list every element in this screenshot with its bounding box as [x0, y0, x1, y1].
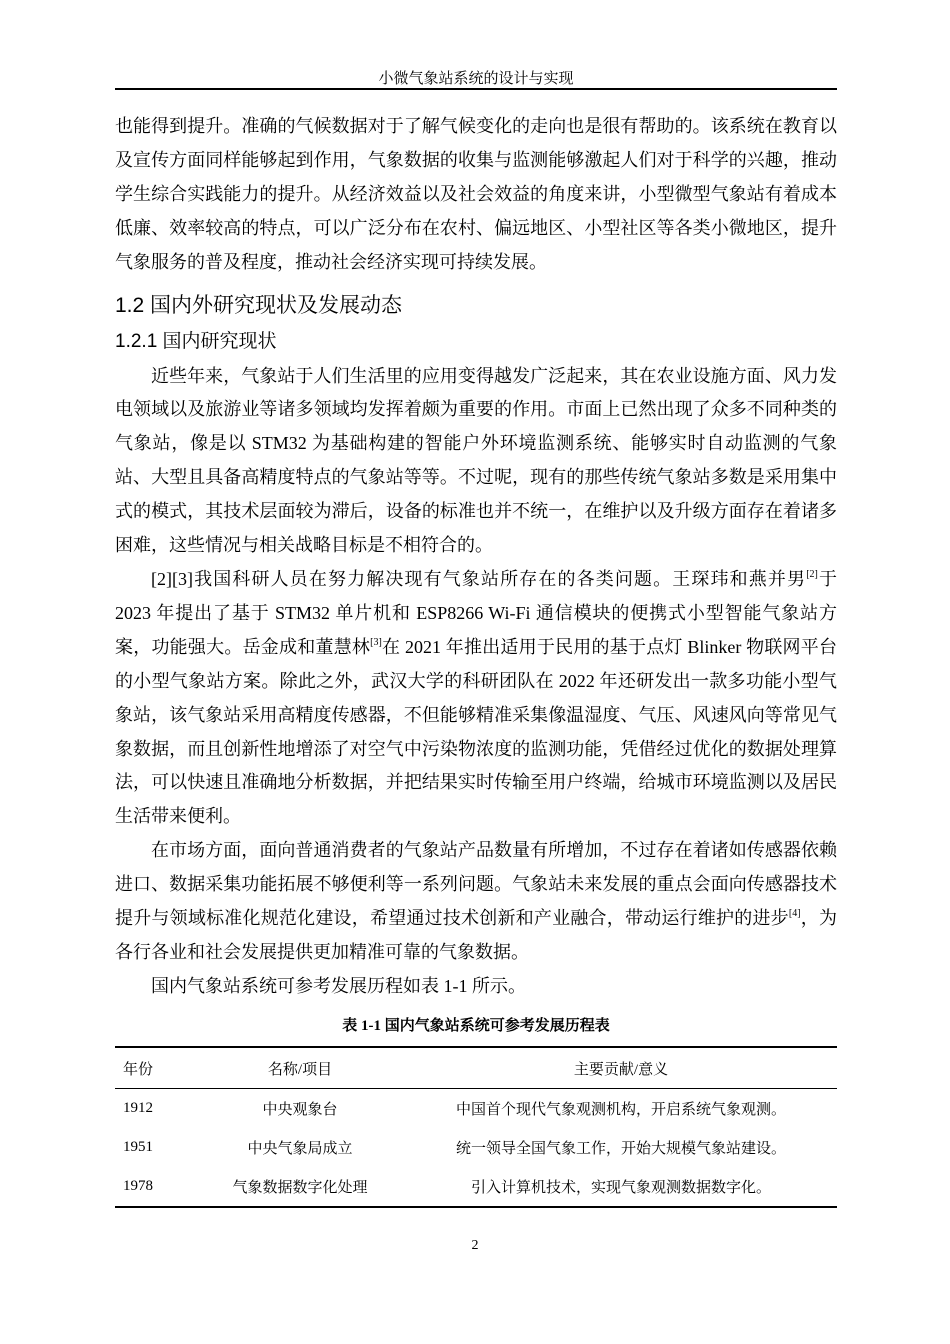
table-row [115, 1089, 837, 1129]
header-rule [115, 88, 837, 90]
cell-year: 1951 [123, 1139, 153, 1155]
column-header: 名称/项目 [267, 1061, 333, 1078]
section-heading: 1.2 国内外研究现状及发展动态 [115, 293, 403, 317]
citation: [2] [806, 568, 818, 580]
subsection-heading: 1.2.1 国内研究现状 [115, 330, 277, 352]
table-header-row [115, 1047, 837, 1089]
cell-year: 1912 [123, 1100, 153, 1116]
text: ，为各行各业和社会发展提供更加精准可靠的气象数据。 [115, 908, 838, 962]
table-row [115, 1128, 837, 1167]
paragraph: 也能得到提升。准确的气候数据对于了解气候变化的走向也是很有帮助的。该系统在教育以及宣传方面同样能够起到作用，气象数据的收集与监测能够激起人们对于科学的兴趣，推动学生综合实践能力的提升。从经济效益以及社会效益的角度来讲，小型微型气象站有着成本低廉、效率较高的特点，可以广泛分布在农村、偏远地区、小型社区等各类小微地区，提升气象服务的普及程度，推动社会经济实现可持续发展。 [115, 116, 837, 272]
cell-name: 中央观象台 [262, 1102, 338, 1118]
column-header: 主要贡献/意义 [573, 1061, 669, 1078]
page-number: 2 [471, 1238, 479, 1253]
table-caption: 表 1-1 国内气象站系统可参考发展历程表 [342, 1018, 610, 1034]
text: [2][3]我国科研人员在努力解决现有气象站所存在的各类问题。王琛玮和燕并男 [151, 568, 807, 589]
cell-contribution: 引入计算机技术，实现气象观测数据数字化。 [470, 1180, 771, 1196]
cell-year: 1978 [123, 1178, 153, 1194]
history-table [115, 1046, 837, 1208]
text: 在市场方面，面向普通消费者的气象站产品数量有所增加，不过存在着诸如传感器依赖进口、数据采集功能拓展不够便利等一系列问题。气象站未来发展的重点会面向传感器技术提升与领域标准化规范化建设，希望通过技术创新和产业融合，带动运行维护的进步 [115, 840, 837, 929]
text: 在 2021 年推出适用于民用的基于点灯 Blinker 物联网平台的小型气象站方案。除此之外，武汉大学的科研团队在 2022 年还研发出一款多功能小型气象站，该气象站采用高精度传感器，不但能够精准采集像温湿度、气压、风速风向等常见气象数据，而且创新性地增添了对空气中污染物浓度的监测功能，凭借经过优化的数据处理算法，可以快速且准确地分析数据，并把结果实时传输至用户终端，给城市环境监测以及居民生活带来便利。 [115, 636, 837, 827]
table-row [115, 1167, 837, 1207]
paragraph: 近些年来，气象站于人们生活里的应用变得越发广泛起来，其在农业设施方面、风力发电领域以及旅游业等诸多领域均发挥着颇为重要的作用。市面上已然出现了众多不同种类的气象站，像是以 STM32 为基础构建的智能户外环境监测系统、能够实时自动监测的气象站、大型且具备高精度特点的气象站等等。不过呢，现有的那些传统气象站多数是采用集中式的模式，其技术层面较为滞后，设备的标准也并不统一，在维护以及升级方面存在着诸多困难，这些情况与相关战略目标是不相符合的。 [115, 365, 837, 556]
paragraph: 国内气象站系统可参考发展历程如表 1-1 所示。 [151, 975, 526, 996]
cell-name: 中央气象局成立 [247, 1141, 353, 1157]
cell-contribution: 中国首个现代气象观测机构，开启系统气象观测。 [455, 1102, 786, 1118]
text: 于 2023 年提出了基于 STM32 单片机和 ESP8266 Wi-Fi 通信模块的便携式小型智能气象站方案，功能强大。岳金成和董慧林 [115, 568, 838, 657]
citation: [4] [788, 908, 801, 920]
citation: [3] [370, 636, 382, 648]
paragraph [115, 834, 837, 970]
running-header: 小微气象站系统的设计与实现 [378, 71, 574, 87]
paragraph [115, 563, 837, 834]
cell-name: 气象数据数字化处理 [232, 1180, 368, 1196]
column-header: 年份 [123, 1061, 154, 1078]
cell-contribution: 统一领导全国气象工作，开始大规模气象站建设。 [455, 1141, 786, 1157]
document-body [115, 110, 837, 1004]
